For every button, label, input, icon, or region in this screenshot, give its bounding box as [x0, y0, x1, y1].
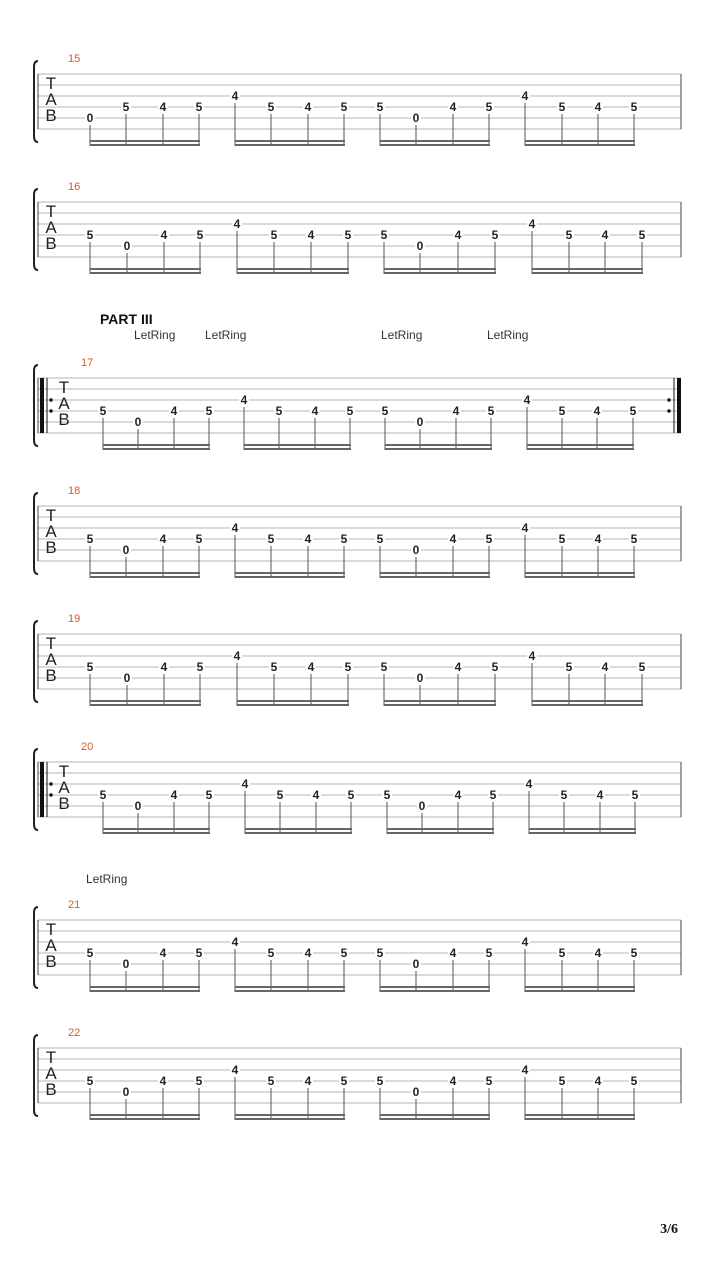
fret-number: 4 — [231, 935, 239, 949]
fret-number: 4 — [160, 228, 168, 242]
repeat-end-thick-bar — [677, 378, 681, 433]
fret-number: 5 — [638, 228, 646, 242]
fret-number: 5 — [122, 100, 130, 114]
beam — [532, 268, 643, 270]
fret-number: 5 — [86, 660, 94, 674]
tab-clef-letter: T — [45, 202, 57, 221]
fret-number: 0 — [122, 1085, 130, 1099]
fret-number: 5 — [195, 946, 203, 960]
tab-clef-letter: T — [45, 1048, 57, 1067]
fret-number: 0 — [412, 111, 420, 125]
tab-system-20 — [34, 749, 681, 834]
fret-number: 4 — [454, 660, 462, 674]
beam — [385, 448, 492, 450]
fret-number: 5 — [205, 788, 213, 802]
beam — [384, 700, 496, 702]
beam — [527, 444, 634, 446]
repeat-dot — [667, 409, 670, 412]
fret-number: 5 — [196, 228, 204, 242]
beam — [385, 444, 492, 446]
system-bracket — [34, 365, 38, 446]
repeat-dot — [49, 793, 52, 796]
beam — [529, 828, 636, 830]
fret-number: 4 — [521, 1063, 529, 1077]
beam — [532, 700, 643, 702]
fret-number: 5 — [638, 660, 646, 674]
fret-number: 5 — [560, 788, 568, 802]
fret-number: 0 — [416, 415, 424, 429]
fret-number: 4 — [231, 1063, 239, 1077]
beam — [525, 572, 635, 574]
fret-number: 5 — [267, 532, 275, 546]
fret-number: 5 — [99, 404, 107, 418]
beam — [235, 990, 345, 992]
beam — [90, 990, 200, 992]
beam — [525, 1118, 635, 1120]
tab-clef-letter: A — [45, 90, 57, 109]
fret-number: 4 — [304, 1074, 312, 1088]
tab-system-17 — [34, 365, 681, 450]
beam — [237, 700, 349, 702]
fret-number: 0 — [412, 1085, 420, 1099]
fret-number: 4 — [233, 649, 241, 663]
tab-clef-letter: T — [58, 378, 70, 397]
repeat-dot — [49, 409, 52, 412]
tab-system-15 — [34, 61, 681, 146]
system-bracket — [34, 61, 38, 142]
fret-number: 4 — [452, 404, 460, 418]
fret-number: 4 — [231, 521, 239, 535]
beam — [235, 1118, 345, 1120]
fret-number: 5 — [86, 946, 94, 960]
beam — [90, 140, 200, 142]
system-bracket — [34, 907, 38, 988]
fret-number: 5 — [380, 660, 388, 674]
let-ring-label: LetRing — [86, 872, 128, 886]
fret-number: 5 — [276, 788, 284, 802]
fret-number: 0 — [412, 957, 420, 971]
fret-number: 4 — [593, 404, 601, 418]
fret-number: 4 — [241, 777, 249, 791]
beam — [235, 986, 345, 988]
let-ring-label: LetRing — [381, 328, 423, 342]
fret-number: 5 — [196, 660, 204, 674]
fret-number: 4 — [159, 946, 167, 960]
beam — [235, 144, 345, 146]
fret-number: 4 — [521, 521, 529, 535]
let-ring-label: LetRing — [134, 328, 176, 342]
beam — [384, 272, 496, 274]
beam — [380, 144, 490, 146]
beam — [244, 444, 351, 446]
system-bracket — [34, 189, 38, 270]
fret-number: 5 — [340, 100, 348, 114]
beam — [380, 1118, 490, 1120]
beam — [90, 704, 201, 706]
fret-number: 5 — [380, 228, 388, 242]
fret-number: 5 — [485, 946, 493, 960]
fret-number: 4 — [159, 532, 167, 546]
fret-number: 5 — [630, 946, 638, 960]
beam — [235, 140, 345, 142]
fret-number: 4 — [170, 404, 178, 418]
fret-number: 4 — [311, 404, 319, 418]
section-title: PART III — [100, 311, 153, 327]
beam — [237, 272, 349, 274]
fret-number: 0 — [123, 671, 131, 685]
beam — [103, 832, 210, 834]
fret-number: 5 — [558, 946, 566, 960]
fret-number: 4 — [454, 228, 462, 242]
measure-number: 16 — [68, 181, 81, 193]
fret-number: 5 — [558, 100, 566, 114]
fret-number: 5 — [86, 1074, 94, 1088]
beam — [235, 1114, 345, 1116]
beam — [525, 576, 635, 578]
measure-number: 17 — [81, 357, 94, 369]
beam — [90, 986, 200, 988]
beam — [384, 704, 496, 706]
fret-number: 5 — [630, 1074, 638, 1088]
fret-number: 0 — [134, 799, 142, 813]
fret-number: 4 — [601, 660, 609, 674]
beam — [90, 268, 201, 270]
beam — [532, 704, 643, 706]
tab-clef-letter: T — [45, 634, 57, 653]
fret-number: 5 — [489, 788, 497, 802]
beam — [235, 572, 345, 574]
tab-clef-letter: B — [45, 1080, 57, 1099]
fret-number: 4 — [594, 1074, 602, 1088]
beam — [90, 144, 200, 146]
beam — [90, 700, 201, 702]
repeat-dot — [49, 782, 52, 785]
beam — [525, 986, 635, 988]
tab-clef-letter: B — [58, 410, 70, 429]
measure-number: 22 — [68, 1027, 81, 1039]
fret-number: 4 — [454, 788, 462, 802]
beam — [380, 986, 490, 988]
fret-number: 5 — [631, 788, 639, 802]
fret-number: 5 — [275, 404, 283, 418]
fret-number: 0 — [122, 543, 130, 557]
fret-number: 5 — [565, 660, 573, 674]
fret-number: 4 — [449, 532, 457, 546]
fret-number: 5 — [383, 788, 391, 802]
system-bracket — [34, 493, 38, 574]
fret-number: 5 — [376, 532, 384, 546]
tab-system-21 — [34, 907, 681, 992]
fret-number: 5 — [99, 788, 107, 802]
fret-number: 5 — [558, 532, 566, 546]
beam — [245, 828, 352, 830]
fret-number: 0 — [122, 957, 130, 971]
fret-number: 5 — [630, 532, 638, 546]
fret-number: 4 — [523, 393, 531, 407]
fret-number: 4 — [528, 649, 536, 663]
tab-clef-letter: B — [45, 952, 57, 971]
fret-number: 5 — [86, 532, 94, 546]
fret-number: 0 — [416, 239, 424, 253]
fret-number: 5 — [347, 788, 355, 802]
fret-number: 4 — [449, 1074, 457, 1088]
fret-number: 5 — [558, 1074, 566, 1088]
measure-number: 20 — [81, 741, 94, 753]
system-bracket — [34, 749, 38, 830]
beam — [525, 144, 635, 146]
beam — [380, 1114, 490, 1116]
beam — [103, 828, 210, 830]
fret-number: 5 — [376, 946, 384, 960]
fret-number: 5 — [344, 660, 352, 674]
fret-number: 5 — [270, 660, 278, 674]
tab-clef-letter: A — [45, 522, 57, 541]
system-bracket — [34, 621, 38, 702]
fret-number: 5 — [344, 228, 352, 242]
measure-number: 21 — [68, 899, 81, 911]
beam — [103, 448, 210, 450]
fret-number: 0 — [123, 239, 131, 253]
fret-number: 4 — [521, 935, 529, 949]
beam — [525, 1114, 635, 1116]
beam — [532, 272, 643, 274]
let-ring-label: LetRing — [205, 328, 247, 342]
tab-clef-letter: T — [58, 762, 70, 781]
fret-number: 4 — [307, 660, 315, 674]
fret-number: 5 — [629, 404, 637, 418]
tab-clef-letter: B — [45, 666, 57, 685]
fret-number: 5 — [340, 532, 348, 546]
tab-clef-letter: T — [45, 506, 57, 525]
page-number: 3/6 — [660, 1222, 678, 1237]
beam — [525, 140, 635, 142]
tab-clef-letter: T — [45, 920, 57, 939]
fret-number: 5 — [376, 1074, 384, 1088]
fret-number: 5 — [485, 100, 493, 114]
fret-number: 5 — [491, 228, 499, 242]
tab-clef-letter: B — [45, 234, 57, 253]
fret-number: 0 — [412, 543, 420, 557]
tab-clef-letter: A — [58, 394, 70, 413]
fret-number: 5 — [346, 404, 354, 418]
fret-number: 5 — [195, 100, 203, 114]
fret-number: 5 — [86, 228, 94, 242]
fret-number: 4 — [525, 777, 533, 791]
tab-system-16 — [34, 189, 681, 274]
fret-number: 4 — [312, 788, 320, 802]
fret-number: 4 — [449, 946, 457, 960]
fret-number: 4 — [231, 89, 239, 103]
fret-number: 4 — [594, 946, 602, 960]
beam — [380, 140, 490, 142]
tab-clef-letter: A — [45, 650, 57, 669]
fret-number: 0 — [86, 111, 94, 125]
beam — [380, 576, 490, 578]
fret-number: 5 — [491, 660, 499, 674]
beam — [103, 444, 210, 446]
fret-number: 5 — [630, 100, 638, 114]
beam — [380, 990, 490, 992]
fret-number: 5 — [195, 532, 203, 546]
beam — [525, 990, 635, 992]
fret-number: 5 — [340, 1074, 348, 1088]
tab-clef-letter: A — [45, 218, 57, 237]
measure-number: 15 — [68, 53, 81, 65]
fret-number: 4 — [240, 393, 248, 407]
tab-clef-letter: B — [45, 106, 57, 125]
fret-number: 4 — [160, 660, 168, 674]
beam — [387, 828, 494, 830]
fret-number: 4 — [528, 217, 536, 231]
beam — [244, 448, 351, 450]
measure-number: 19 — [68, 613, 81, 625]
tab-clef-letter: A — [58, 778, 70, 797]
beam — [380, 572, 490, 574]
fret-number: 4 — [596, 788, 604, 802]
fret-number: 4 — [449, 100, 457, 114]
beam — [90, 272, 201, 274]
fret-number: 5 — [565, 228, 573, 242]
fret-number: 4 — [304, 946, 312, 960]
tab-system-19 — [34, 621, 681, 706]
fret-number: 4 — [307, 228, 315, 242]
fret-number: 5 — [381, 404, 389, 418]
fret-number: 5 — [267, 100, 275, 114]
beam — [529, 832, 636, 834]
fret-number: 5 — [270, 228, 278, 242]
fret-number: 5 — [267, 946, 275, 960]
fret-number: 5 — [485, 532, 493, 546]
fret-number: 4 — [521, 89, 529, 103]
fret-number: 5 — [340, 946, 348, 960]
beam — [90, 576, 200, 578]
beam — [237, 268, 349, 270]
fret-number: 5 — [205, 404, 213, 418]
beam — [90, 572, 200, 574]
fret-number: 0 — [416, 671, 424, 685]
tab-clef-letter: B — [45, 538, 57, 557]
fret-number: 0 — [134, 415, 142, 429]
fret-number: 4 — [304, 532, 312, 546]
let-ring-label: LetRing — [487, 328, 529, 342]
tab-clef-letter: B — [58, 794, 70, 813]
fret-number: 4 — [170, 788, 178, 802]
fret-number: 4 — [601, 228, 609, 242]
beam — [384, 268, 496, 270]
tab-system-18 — [34, 493, 681, 578]
tab-clef-letter: A — [45, 936, 57, 955]
fret-number: 4 — [594, 100, 602, 114]
measure-number: 18 — [68, 485, 81, 497]
beam — [245, 832, 352, 834]
fret-number: 5 — [485, 1074, 493, 1088]
fret-number: 4 — [233, 217, 241, 231]
tab-clef-letter: T — [45, 74, 57, 93]
repeat-dot — [49, 398, 52, 401]
fret-number: 4 — [594, 532, 602, 546]
fret-number: 5 — [195, 1074, 203, 1088]
fret-number: 5 — [558, 404, 566, 418]
tab-system-22 — [34, 1035, 681, 1120]
repeat-start-thick-bar — [40, 762, 44, 817]
fret-number: 4 — [159, 100, 167, 114]
beam — [90, 1114, 200, 1116]
fret-number: 5 — [376, 100, 384, 114]
fret-number: 4 — [159, 1074, 167, 1088]
fret-number: 5 — [267, 1074, 275, 1088]
system-bracket — [34, 1035, 38, 1116]
beam — [235, 576, 345, 578]
fret-number: 0 — [418, 799, 426, 813]
tab-clef-letter: A — [45, 1064, 57, 1083]
beam — [527, 448, 634, 450]
beam — [237, 704, 349, 706]
repeat-start-thick-bar — [40, 378, 44, 433]
fret-number: 4 — [304, 100, 312, 114]
beam — [90, 1118, 200, 1120]
beam — [387, 832, 494, 834]
fret-number: 5 — [487, 404, 495, 418]
repeat-dot — [667, 398, 670, 401]
